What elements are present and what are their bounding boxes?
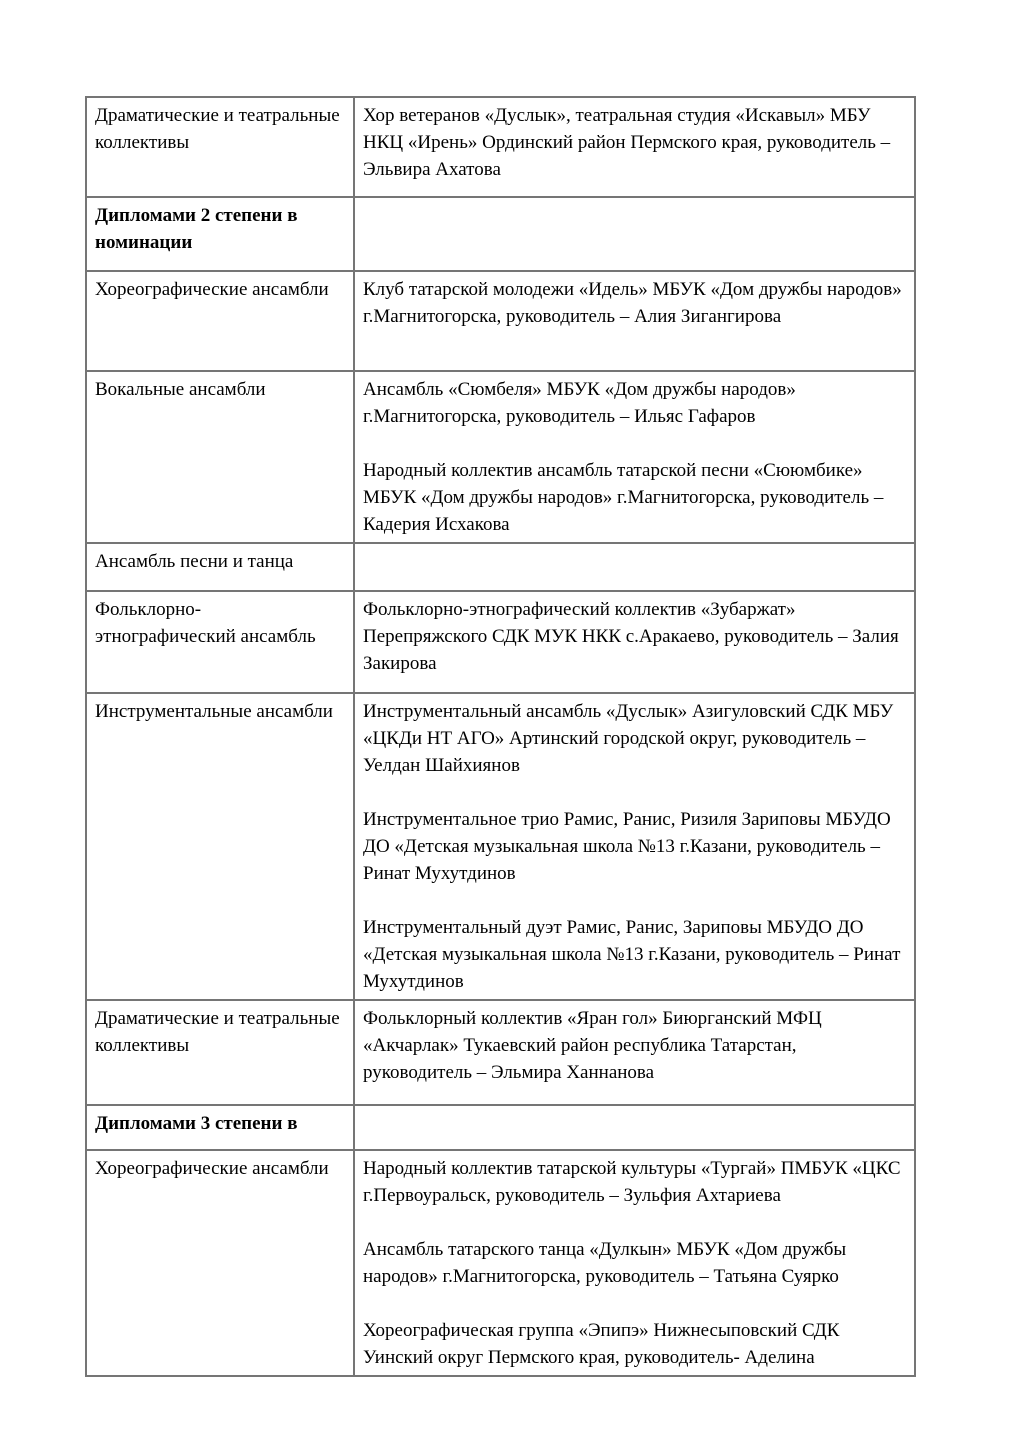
section-heading: Дипломами 3 степени в [95,1113,298,1134]
table-row [86,271,915,371]
winner-text: Хор ветеранов «Дуслык», театральная студия «Искавыл» МБУ НКЦ «Ирень» Ординский район Пермского края, руководитель – Эльвира Ахатова [363,105,891,180]
nomination-cell [86,1105,354,1150]
nomination-label: Драматические и театральные коллективы [95,105,340,153]
nomination-label: Фольклорно-этнографический ансамбль [95,599,316,647]
nomination-cell [86,97,354,197]
nomination-cell [86,197,354,271]
winner-text: Фольклорный коллектив «Яран гол» Биюрганский МФЦ «Акчарлак» Тукаевский район республика Татарстан, руководитель – Эльмира Ханнанова [363,1008,822,1083]
winner-cell [354,1150,915,1376]
winner-cell [354,197,915,271]
winner-text: Ансамбль «Сюмбеля» МБУК «Дом дружбы народов» г.Магнитогорска, руководитель – Ильяс Гафаров [363,379,796,427]
nomination-label: Ансамбль песни и танца [95,551,294,572]
table-row [86,543,915,591]
table-row [86,97,915,197]
winner-text: Инструментальное трио Рамис, Ранис, Ризиля Зариповы МБУДО ДО «Детская музыкальная школа №13 г.Казани, руководитель – Ринат Мухутдинов [363,809,891,884]
nomination-cell [86,271,354,371]
nomination-label: Вокальные ансамбли [95,379,266,400]
winner-text: Инструментальный ансамбль «Дуслык» Азигуловский СДК МБУ «ЦКДи НТ АГО» Артинский городской округ, руководитель – Уелдан Шайхиянов [363,701,894,776]
winner-text: Фольклорно-этнографический коллектив «Зубаржат» Перепряжского СДК МУК НКК с.Аракаево, руководитель – Залия Закирова [363,599,899,674]
nomination-cell [86,1150,354,1376]
nomination-label: Хореографические ансамбли [95,1158,329,1179]
nomination-cell [86,543,354,591]
nomination-label: Инструментальные ансамбли [95,701,333,722]
winner-cell [354,693,915,1000]
winner-text: Ансамбль татарского танца «Дулкын» МБУК «Дом дружбы народов» г.Магнитогорска, руководитель – Татьяна Суярко [363,1239,847,1287]
winner-cell [354,97,915,197]
nomination-cell [86,371,354,543]
winner-cell [354,591,915,693]
nomination-cell [86,591,354,693]
winner-text: Хореографическая группа «Эпипэ» Нижнесыповский СДК Уинский округ Пермского края, руководитель- Аделина [363,1320,840,1368]
winner-text: Народный коллектив ансамбль татарской песни «Сююмбике» МБУК «Дом дружбы народов» г.Магнитогорска, руководитель – Кадерия Исхакова [363,460,884,535]
table-row [86,1150,915,1376]
winner-cell [354,1000,915,1105]
table-row [86,197,915,271]
winner-cell [354,271,915,371]
winner-cell [354,1105,915,1150]
table-row [86,1000,915,1105]
nomination-cell [86,693,354,1000]
awards-table [85,96,916,1377]
table-row [86,693,915,1000]
table-row [86,371,915,543]
winner-cell [354,371,915,543]
winner-cell [354,543,915,591]
nomination-label: Драматические и театральные коллективы [95,1008,340,1056]
table-row [86,1105,915,1150]
winner-text: Инструментальный дуэт Рамис, Ранис, Зариповы МБУДО ДО «Детская музыкальная школа №13 г.Казани, руководитель – Ринат Мухутдинов [363,917,901,992]
nomination-label: Хореографические ансамбли [95,279,329,300]
winner-text: Народный коллектив татарской культуры «Тургай» ПМБУК «ЦКС г.Первоуральск, руководитель – Зульфия Ахтариева [363,1158,901,1206]
section-heading: Дипломами 2 степени в номинации [95,205,298,253]
nomination-cell [86,1000,354,1105]
winner-text: Клуб татарской молодежи «Идель» МБУК «Дом дружбы народов» г.Магнитогорска, руководитель – Алия Зигангирова [363,279,902,327]
table-row [86,591,915,693]
